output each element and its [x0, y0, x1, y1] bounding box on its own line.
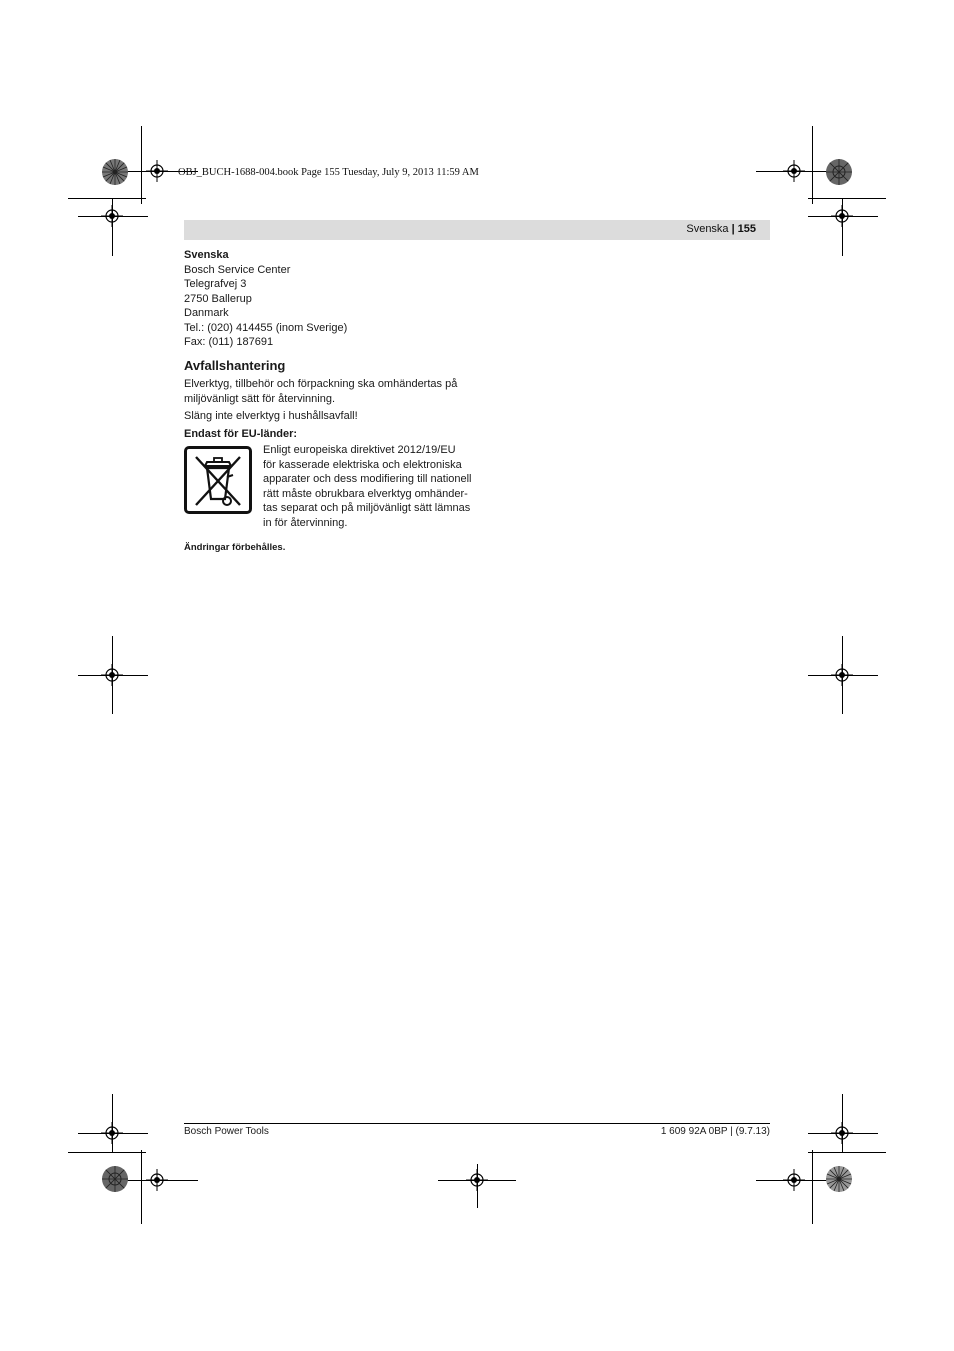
star-target-icon: [825, 158, 853, 186]
weee-line: rätt måste obrukbara elverktyg omhänder-: [263, 487, 468, 500]
crop-line: [812, 126, 813, 204]
crop-line: [808, 1152, 886, 1153]
footer-brand: Bosch Power Tools: [184, 1126, 269, 1137]
crop-line: [812, 1150, 813, 1224]
address-line: Tel.: (020) 414455 (inom Sverige): [184, 321, 348, 334]
footer-doc-number: 1 609 92A 0BP | (9.7.13): [660, 1126, 770, 1137]
warning-paragraph: Släng inte elverktyg i hushållsavfall!: [184, 410, 358, 422]
header-separator: |: [731, 223, 735, 235]
header-text: [686, 223, 756, 235]
star-target-icon: [825, 1165, 853, 1193]
crop-line: [120, 1180, 198, 1181]
crop-line: [808, 198, 886, 199]
page-content: [184, 248, 474, 556]
eu-heading: Endast för EU-länder:: [184, 427, 298, 440]
section-heading: Avfallshantering: [184, 357, 286, 373]
crop-line: [68, 198, 146, 199]
star-target-icon: [101, 158, 129, 186]
crop-line: [78, 216, 148, 217]
weee-line: Enligt europeiska direktivet 2012/19/EU: [263, 444, 456, 456]
footer-rule: [184, 1123, 770, 1124]
contact-address: [184, 263, 474, 350]
contact-heading: Svenska: [184, 249, 229, 261]
address-line: 2750 Ballerup: [184, 292, 252, 305]
crop-line: [68, 1152, 146, 1153]
paragraph-line: miljövänligt sätt för återvinning.: [184, 392, 336, 405]
page-number: 155: [737, 223, 756, 235]
disposal-paragraph: [184, 377, 474, 406]
crop-line: [78, 1133, 148, 1134]
running-header: [184, 220, 770, 240]
paragraph-line: Elverktyg, tillbehör och förpackning ska omhändertas på: [184, 378, 458, 390]
crossed-out-wheelie-bin-icon: [187, 449, 249, 511]
crop-line: [808, 1133, 878, 1134]
crop-line: [756, 1180, 834, 1181]
crop-line: [808, 216, 878, 217]
crop-line: [78, 675, 148, 676]
crop-line: [756, 171, 834, 172]
crop-line: [477, 1164, 478, 1208]
crop-line: [808, 675, 878, 676]
weee-line: apparater och dess modifiering till nationell: [263, 473, 472, 485]
print-slug: OBJ_BUCH-1688-004.book Page 155 Tuesday, July 9, 2013 11:59 AM: [178, 167, 479, 178]
address-line: Bosch Service Center: [184, 263, 291, 276]
address-line: Danmark: [184, 307, 229, 319]
weee-line: tas separat och på miljövänligt sätt lämnas: [263, 502, 471, 514]
crop-line: [141, 1150, 142, 1224]
weee-text: [263, 443, 472, 530]
weee-symbol: [184, 446, 252, 514]
weee-line: för kasserade elektriska och elektroniska: [263, 458, 462, 471]
star-target-icon: [101, 1165, 129, 1193]
weee-block: [184, 443, 474, 530]
address-line: Fax: (011) 187691: [184, 336, 274, 348]
address-line: Telegrafvej 3: [184, 278, 247, 290]
change-note: Ändringar förbehålles.: [184, 542, 286, 553]
crop-line: [141, 126, 142, 204]
header-section: Svenska: [686, 223, 729, 235]
weee-line: in för återvinning.: [263, 516, 348, 529]
